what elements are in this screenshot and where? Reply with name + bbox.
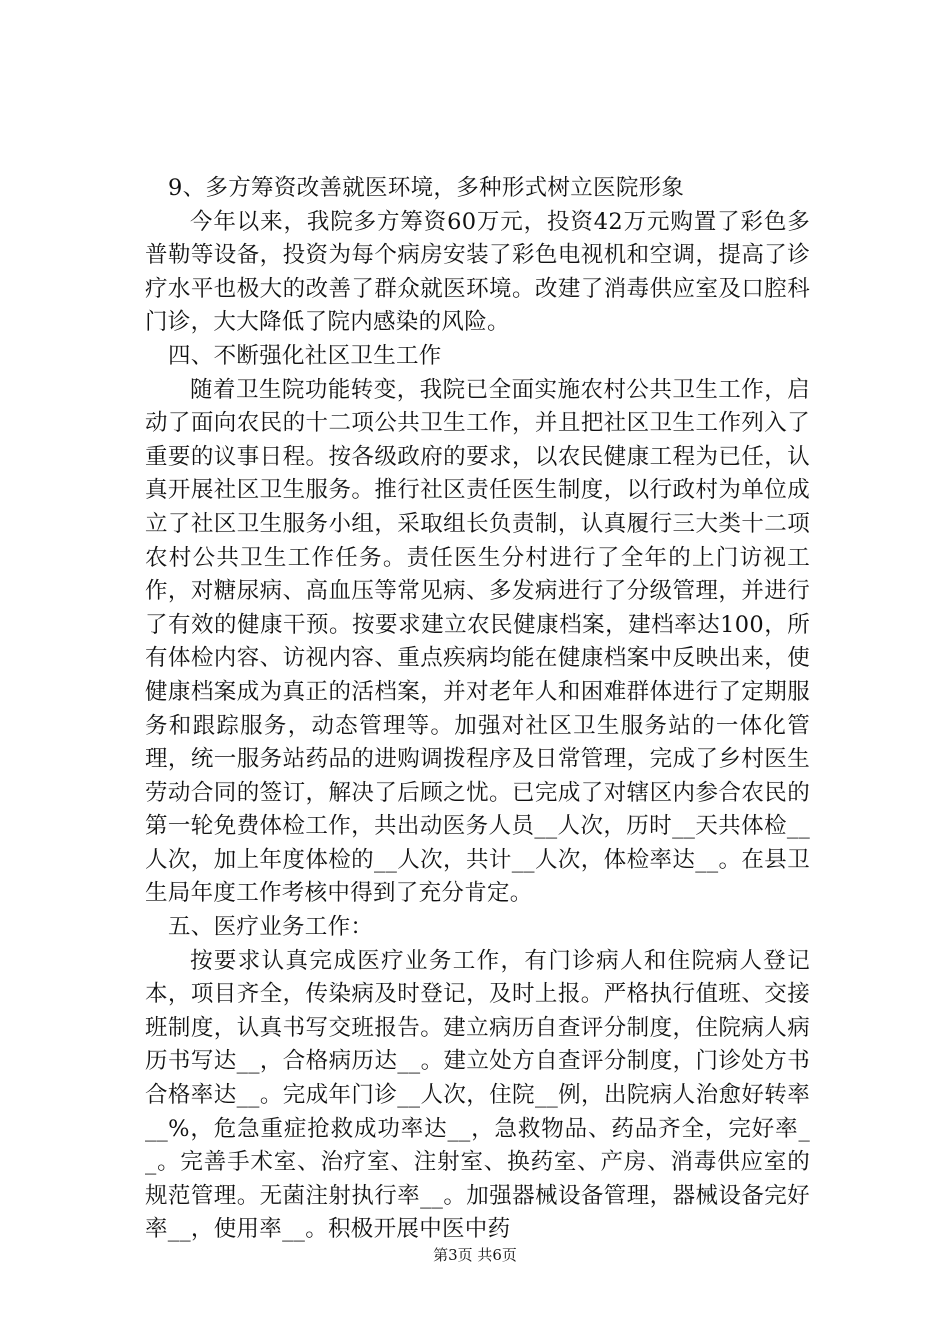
paragraph-medical-work: 按要求认真完成医疗业务工作，有门诊病人和住院病人登记本，项目齐全，传染病及时登记，及时上报。严格执行值班、交接班制度，认真书写交班报告。建立病历自查评分制度，住院病人病历书写达__，合格病历达__。建立处方自查评分制度，门诊处方书合格率达__。完成年门诊__人次，住院__例，出院病人治愈好转率__%，危急重症抢救成功率达__，急救物品、药品齐全，完好率__。完善手术室、治疗室、注射室、换药室、产房、消毒供应室的规范管理。无菌注射执行率__。加强器械设备管理，器械设备完好率__，使用率__。积极开展中医中药 [145, 947, 810, 1243]
section-heading-medical-work: 五、医疗业务工作： [168, 914, 374, 941]
section-heading-fundraising: 9、多方筹资改善就医环境，多种形式树立医院形象 [168, 175, 685, 201]
section-heading-community-health: 四、不断强化社区卫生工作 [168, 342, 442, 369]
paragraph-community-health: 随着卫生院功能转变，我院已全面实施农村公共卫生工作，启动了面向农民的十二项公共卫生工作，并且把社区卫生工作列入了重要的议事日程。按各级政府的要求，以农民健康工程为已任，认真开展社区卫生服务。推行社区责任医生制度，以行政村为单位成立了社区卫生服务小组，采取组长负责制，认真履行三大类十二项农村公共卫生工作任务。责任医生分村进行了全年的上门访视工作，对糖尿病、高血压等常见病、多发病进行了分级管理，并进行了有效的健康干预。按要求建立农民健康档案，建档率达100，所有体检内容、访视内容、重点疾病均能在健康档案中反映出来，使健康档案成为真正的活档案，并对老年人和困难群体进行了定期服务和跟踪服务，动态管理等。加强对社区卫生服务站的一体化管理，统一服务站药品的进购调拨程序及日常管理，完成了乡村医生劳动合同的签订，解决了后顾之忧。已完成了对辖区内参合农民的第一轮免费体检工作，共出动医务人员__人次，历时__天共体检__人次，加上年度体检的__人次，共计__人次，体检率达__。在县卫生局年度工作考核中得到了充分肯定。 [145, 376, 810, 907]
document-body [145, 172, 810, 1247]
paragraph-fundraising: 今年以来，我院多方筹资60万元，投资42万元购置了彩色多普勒等设备，投资为每个病房安装了彩色电视机和空调，提高了诊疗水平也极大的改善了群众就医环境。改建了消毒供应室及口腔科门诊，大大降低了院内感染的风险。 [145, 208, 810, 336]
page-number-footer: 第3页 共6页 [433, 1246, 517, 1264]
